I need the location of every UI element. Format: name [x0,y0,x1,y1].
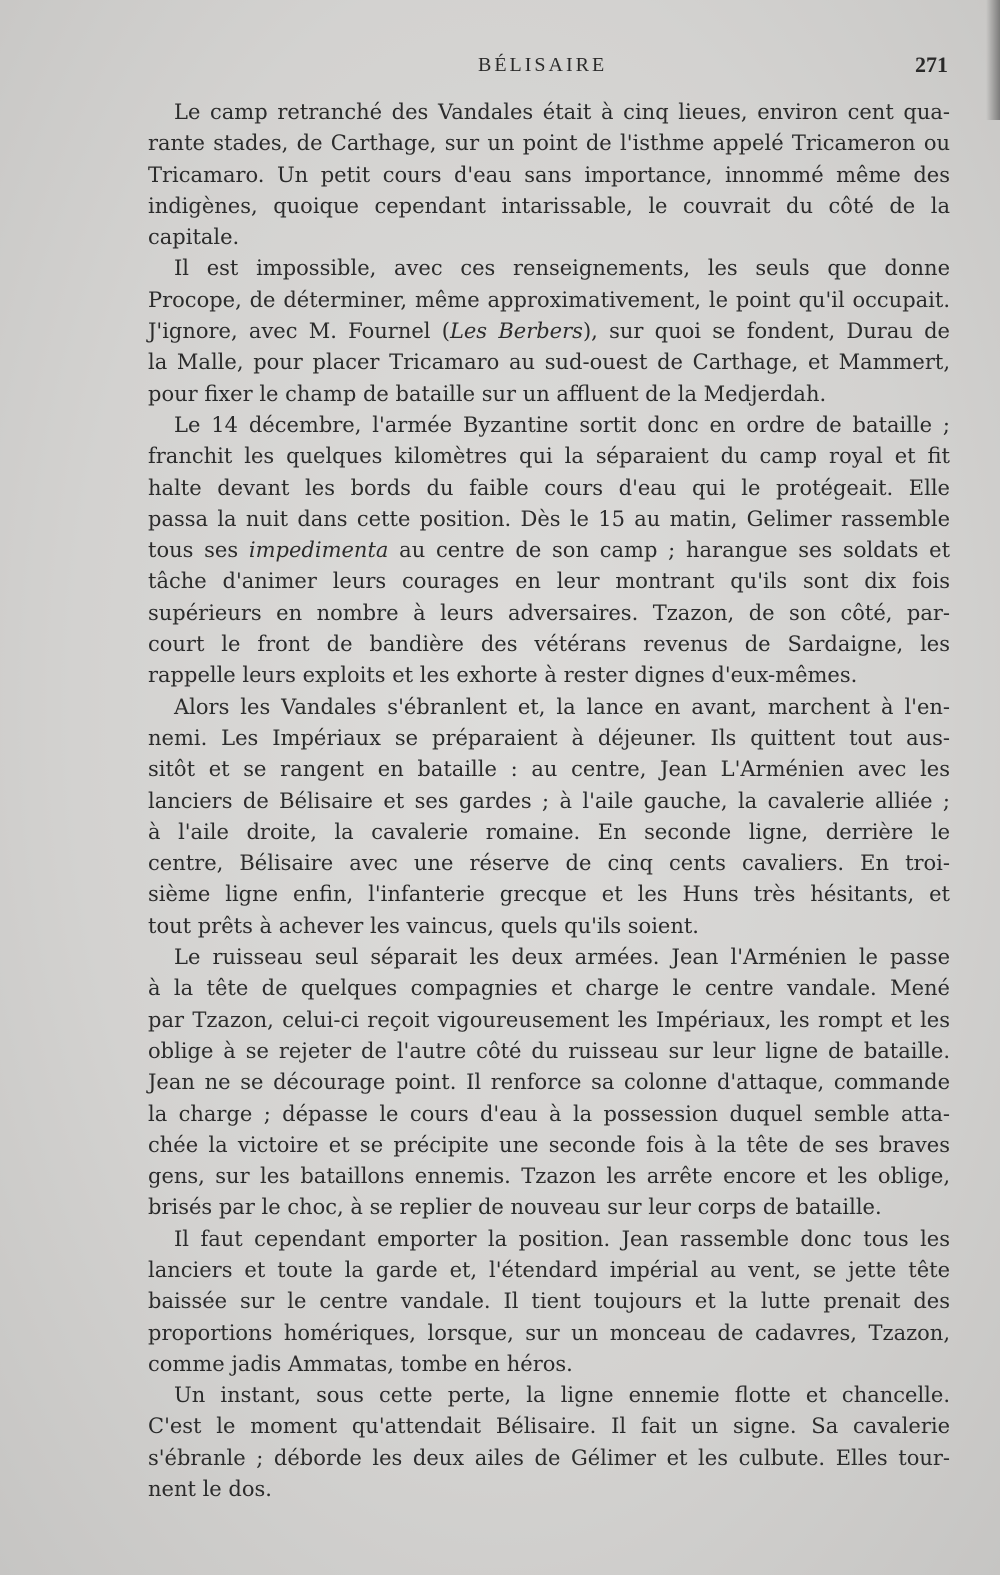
text-line: à l'aile droite, la cavalerie romaine. En seconde ligne, derrière le [148,819,950,844]
text-line: chée la victoire et se précipite une seconde fois à la tête de ses braves [148,1132,950,1157]
paragraph [148,410,950,692]
paragraph [148,1380,950,1505]
text-line: Le camp retranché des Vandales était à cinq lieues, environ cent qua- [174,100,950,124]
text-line: indigènes, quoique cependant intarissable, le couvrait du côté de la [148,193,950,218]
running-title: BÉLISAIRE [478,54,608,76]
text-line: Il est impossible, avec ces renseignements, les seuls que donne [174,256,950,281]
text-segment: tous ses [148,538,249,563]
text-line: Jean ne se décourage point. Il renforce sa colonne d'attaque, commande [148,1070,950,1095]
paragraph [148,692,950,942]
text-line: la Malle, pour placer Tricamaro au sud-ouest de Carthage, et Mammert, [148,350,950,375]
text-line: passa la nuit dans cette position. Dès le 15 au matin, Gelimer rassemble [148,506,950,531]
page-number: 271 [915,52,948,77]
paragraph [148,1224,950,1380]
text-line: brisés par le choc, à se replier de nouveau sur leur corps de bataille. [148,1195,882,1220]
text-line: rante stades, de Carthage, sur un point de l'isthme appelé Tricameron ou [148,131,950,156]
text-line: nent le dos. [148,1477,272,1502]
text-line: Tricamaro. Un petit cours d'eau sans importance, innommé même des [148,162,950,187]
text-line: à la tête de quelques compagnies et charge le centre vandale. Mené [148,976,950,1001]
text-segment: ), sur quoi se fondent, Durau de [582,319,950,344]
text-segment: J'ignore, avec M. Fournel ( [148,319,450,344]
text-line: centre, Bélisaire avec une réserve de cinq cents cavaliers. En troi- [148,851,950,876]
text-line: proportions homériques, lorsque, sur un monceau de cadavres, Tzazon, [148,1320,950,1345]
text-line: court le front de bandière des vétérans revenus de Sardaigne, les [148,632,950,657]
paragraph [148,253,950,409]
text-line: sième ligne enfin, l'infanterie grecque et les Huns très hésitants, et [148,882,950,907]
text-line: Un instant, sous cette perte, la ligne ennemie flotte et chancelle. [174,1383,950,1408]
text-line: comme jadis Ammatas, tombe en héros. [148,1351,573,1376]
text-line: rappelle leurs exploits et les exhorte à rester dignes d'eux-mêmes. [148,663,858,688]
text-line: halte devant les bords du faible cours d'eau qui le protégeait. Elle [148,475,950,500]
text-line: lanciers et toute la garde et, l'étendard impérial au vent, se jette tête [148,1257,950,1282]
text-line: lanciers de Bélisaire et ses gardes ; à l'aile gauche, la cavalerie alliée ; [148,788,950,813]
text-line: capitale. [148,225,240,250]
text-line: pour fixer le champ de bataille sur un affluent de la Medjerdah. [148,381,827,406]
text-line: baissée sur le centre vandale. Il tient toujours et la lutte prenait des [148,1289,950,1314]
text-line: s'ébranle ; déborde les deux ailes de Gélimer et les culbute. Elles tour- [148,1445,950,1470]
text-line: supérieurs en nombre à leurs adversaires. Tzazon, de son côté, par- [148,600,950,625]
text-line: Procope, de déterminer, même approximativement, le point qu'il occupait. [148,287,950,312]
text-line: Le 14 décembre, l'armée Byzantine sortit donc en ordre de bataille ; [174,412,950,437]
running-head [148,50,948,84]
text-line: Il faut cependant emporter la position. Jean rassemble donc tous les [174,1226,950,1251]
text-line: franchit les quelques kilomètres qui la séparaient du camp royal et fit [148,444,950,469]
text-line: C'est le moment qu'attendait Bélisaire. Il fait un signe. Sa cavalerie [148,1414,950,1439]
text-line: par Tzazon, celui-ci reçoit vigoureusement les Impériaux, les rompt et les [148,1007,950,1032]
text-line: Alors les Vandales s'ébranlent et, la lance en avant, marchent à l'en- [174,694,950,719]
text-line: tout prêts à achever les vaincus, quels qu'ils soient. [148,913,699,938]
text-line: nemi. Les Impériaux se préparaient à déjeuner. Ils quittent tout aus- [148,725,950,750]
paragraph [148,942,950,1224]
text-line: gens, sur les bataillons ennemis. Tzazon les arrête encore et les oblige, [148,1164,950,1189]
text-line: la charge ; dépasse le cours d'eau à la possession duquel semble atta- [148,1101,950,1126]
text-line: oblige à se rejeter de l'autre côté du ruisseau sur leur ligne de bataille. [148,1038,950,1063]
text-line-mixed [148,535,950,566]
text-line: sitôt et se rangent en bataille : au centre, Jean L'Arménien avec les [148,757,950,782]
italic-title: Les Berbers [449,319,583,344]
paragraph [148,97,950,253]
italic-term: impedimenta [248,538,389,563]
text-body [148,97,950,1505]
text-line: Le ruisseau seul séparait les deux armées. Jean l'Arménien le passe [174,945,950,970]
text-line: tâche d'animer leurs courages en leur montrant qu'ils sont dix fois [148,569,950,594]
text-segment: au centre de son camp ; harangue ses soldats et [388,538,951,563]
text-line-mixed [148,316,950,347]
